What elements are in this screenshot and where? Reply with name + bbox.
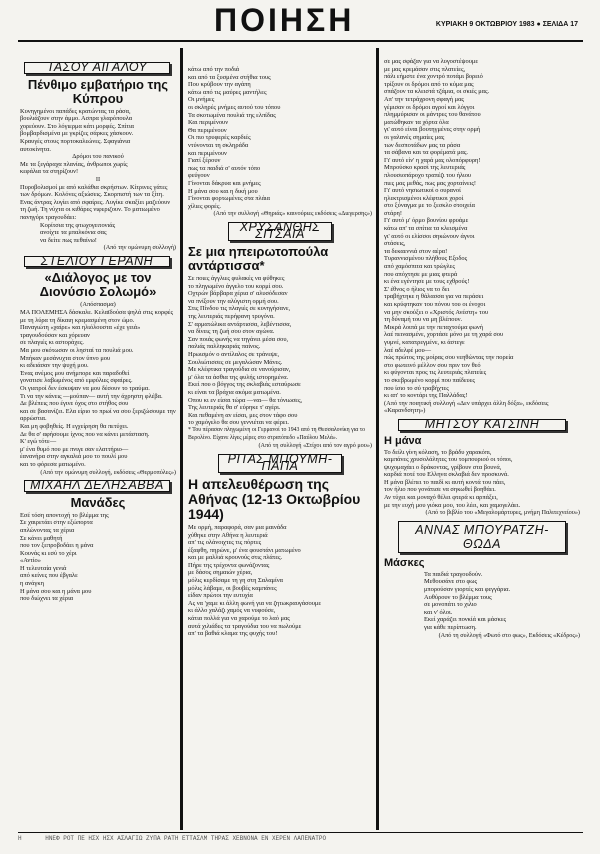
poem-line: και ν' όλοι.	[424, 608, 453, 616]
poem-line: είδαν πρώτοι την ευτυχία	[188, 592, 253, 600]
poem-line: Μικρά λοιπά με την πεταχτούμα φωνή	[384, 323, 484, 331]
poem-line: ματώθηκαν τα χόρτα όλα	[384, 118, 449, 126]
poem-line: Στις Πίνδου τις πλαγιές σε κυνηγήσανε,	[188, 305, 291, 313]
poem-line: γι' αυτό οι ελίσσοι σηκώνουν άγνοι	[384, 232, 475, 240]
date-line: ΚΥΡΙΑΚΗ 9 ΟΚΤΩΒΡΙΟΥ 1983 ● ΣΕΛΙΔΑ 17	[435, 21, 578, 28]
poem-line: Γιατί ξέρουν	[188, 157, 221, 165]
poem-body	[384, 58, 580, 415]
poem-credit: (Από την ομώνυμη συλλογή)	[103, 244, 176, 252]
poem-line: με τη λύρα τη δίκαιη κρεμασμένη στον ώμο.	[20, 316, 135, 324]
poem-line: (Από την ποιητική συλλογή «Δεν υπάρχει άλλη δόξα», εκδόσεις «Καρανδσητη»)	[384, 399, 549, 415]
poem-line: Κουνάς κι εσύ το χέρι	[20, 549, 77, 557]
poem-line: από χαμόσπιτα και τρώγλες	[384, 263, 455, 271]
poem-line: τον ήλιο που γονάτισε να σηκωθεί βοηθάει.	[384, 486, 496, 494]
poem-line: οι σκληρές μνήμες αυτού του τόπου	[188, 103, 281, 111]
column-1	[20, 58, 176, 830]
poem-line: Εκεί που ο βόγγος της σκλαβιάς εσταύρωσε	[188, 381, 301, 389]
poem-line: Με ορμή, παραφορά, σαν μια μαινάδα	[188, 523, 287, 531]
poem-line: τα δεκαεννιά στον αέρα!	[384, 247, 448, 255]
poem-line: το σκεβρωμένο κορμί που παίδευες	[384, 376, 475, 384]
poem-line: γέμισαν οι δρόμοι αγροί και λόγγοι	[384, 103, 475, 111]
column-rule-left	[180, 48, 183, 830]
column-2	[188, 66, 372, 830]
poem-line: Σαν ποιάς φωνής να τηγάνει μέσα σου,	[188, 335, 289, 343]
poem-line: στάρη!	[384, 209, 403, 217]
poem-line: να πνίξουν την αλύγιστη ορμή σου.	[188, 297, 279, 305]
poem-body	[384, 571, 580, 639]
poem-line: Μπήκαν μεσάνυχτα στον ύπνο μου	[20, 354, 111, 362]
author-byline: ΤΑΣΟΥ ΑΙΓΑΛΟΥ	[24, 62, 170, 74]
section-title: ΠΟΙΗΣΗ	[214, 2, 355, 38]
poem-title: Η μάνα	[384, 434, 422, 447]
poem-line: κι φύγονται προς τις λευτεριάς πλατείες	[384, 369, 487, 377]
poem-line: και το φόρεσα ματωμένο.	[20, 460, 86, 468]
poem-line: τραγουδούσαν και χόρευαν	[20, 331, 90, 339]
poem-line: κι αδειάσαν την ψυχή μου.	[20, 362, 89, 370]
poem-title: Μανάδες	[70, 494, 126, 510]
poem-line: σε πλαγιές κι αστοράχες.	[20, 339, 85, 347]
footer-rule	[18, 832, 583, 833]
poem-line: κι απ' το κοντάρι της Παλλάδας!	[384, 392, 468, 400]
poem-line: Δε θα σ' αφήσουμε ίχνος που να κάνει μετάσταση.	[20, 430, 150, 438]
poem-line: Πυροβολισμοί με από καλάθια σκρήστων. Κίτρινες γάτες των δρόμων. Κολόνες αξιώσεις. Σκορπιστή των τα ξίτη.	[20, 183, 168, 199]
poem-line: έξαφθη, πηρώνε, μ' ένα φουστάνι ματωμένο	[188, 546, 301, 554]
poem-line: που απόχτησε με μιας φτερά	[384, 270, 458, 278]
poem-line: Ας να 'χαμε κι άλλη φωνή για να ζητωκραυγάσουμε	[188, 599, 322, 607]
poem-line: Θα περιμένουν	[188, 126, 227, 134]
poem-line: Και περιμένουν	[188, 119, 229, 127]
author-byline: ΜΙΧΑΗΛ ΔΕΛΗΣΑΒΒΑ	[24, 480, 170, 492]
column-3	[384, 58, 580, 830]
poem-line: κι είναι τα βράχια ακόμα ματωμένα.	[188, 388, 281, 396]
author-byline: ΑΝΝΑΣ ΜΠΟΥΡΑΤΖΗ-ΘΩΔΑ	[398, 521, 566, 553]
poem-line: κεφάλια τα στηρίζουν!	[20, 168, 79, 176]
poem-line: Πήρε της τρέχοντα φωνάζοντας	[188, 561, 270, 569]
poem-line: (Απόσπασμα)	[80, 301, 116, 309]
poem-line: Η τελευταία γενιά	[20, 564, 67, 572]
masthead	[0, 0, 600, 42]
poem-line: Ηρωισμόν ο αντίλαλος σε τράνεψε,	[188, 351, 280, 358]
author-byline: ΧΡΥΣΑΝΘΗΣ ΣΙΤΣΑΙΑ	[228, 222, 332, 241]
poem-line: τη δύναμή του να μη βλέπουν.	[384, 316, 463, 324]
poem-line: ντύνονται τη σκληράδα	[188, 141, 249, 149]
poem-line: της λευτεριάς περήφανη τρυγόνα.	[188, 313, 275, 321]
poem-line: «Αντίο»	[20, 557, 41, 565]
poem-line: για κάθε περίπτωση.	[424, 624, 477, 631]
poem-line: Κυνηγημένοι παπάδες κρατώντας τα ράσα,	[20, 107, 131, 115]
poem-line: με δάσος σημαιών χέρια,	[188, 569, 253, 577]
poem-line: ψυχομαχάει ο δράκοντας, γρίβουν στα βουνά,	[384, 463, 502, 471]
poem-body	[20, 301, 176, 476]
poem-title: Σε μια ηπειρωτοπούλα αντάρτισσα*	[188, 244, 329, 274]
poem-line: Οπου κι εν είσαι τώρα —ναι— θα τόνιωσες,	[188, 396, 303, 404]
poem-line: Το δείλι γίνη κόλαση, το βράδυ χαρακόπι,	[384, 448, 492, 456]
poem-credit: (Από την ομώνυμη συλλογή, εκδόσεις «Θερμοπύλες»)	[40, 468, 176, 476]
poem-line: Σε ποιες άγγλιες φυλακές να φύθηκες	[188, 275, 285, 283]
poem-line: Απ' την τετράχρονη σφαγή μας	[384, 95, 464, 103]
poem-line: Οι πιο τρυφερές καρδιές	[188, 134, 251, 142]
poem-line: Εσέ τόση αποντοχή το βλέμμα της	[20, 511, 109, 519]
poem-line: Γίνονται φορτωμένες στα πλάια	[188, 195, 270, 203]
poem-line: σπάζουν τα κλειστά τζάμια, οι σκιές μας.	[384, 88, 490, 96]
poem-line: αυτά χιλιάδες τα τραγούδια του να πωλούμε	[188, 622, 302, 630]
footer-strip	[18, 835, 583, 845]
poem-line: χύθηκε στην Αθήνα η λευτεριά	[188, 531, 268, 539]
poem-body	[20, 512, 176, 603]
poem-body	[188, 275, 372, 450]
poem-line: μόλις λάβαμε, οι βουβές καμπάνες	[188, 584, 277, 592]
poem-line: τραβήχτηκε η θάλασσα για να περάσει	[384, 293, 484, 301]
poem-line: γονατισε λαβωμένος από εμφύλιες σφαίρες.	[20, 377, 133, 385]
poem-line: τρίξουν οι δρόμοι από το κύμα μας	[384, 80, 474, 88]
poem-line: μόλις κερδίσαμε τη γη στη Σαλαμίνα	[188, 577, 283, 585]
poem-line: που ίσιο το σύ τραβήχτες	[384, 384, 449, 392]
poem-line: απλώνοντας τα χέρια	[20, 526, 75, 534]
poem-line: λαέ αδελφέ μου—	[384, 346, 432, 354]
poem-line: πώς πρώτος της μοίρας σου νεηθώντας την πορεία	[384, 354, 514, 362]
poem-line: Τα σκοτωμένα πουλιά της ελπίδας	[188, 111, 276, 119]
poem-line: μπορούσαν γιορτές και φεγγάρια.	[424, 586, 511, 594]
poem-line: Η μάνα βλέπει το παιδί κι αυτή κοντά του πάει,	[384, 478, 506, 486]
poem-line: λαέ πεινασμένε, χορτάσε μόνο με τη χαρά σου	[384, 331, 504, 339]
poem-line: Με τα ξεγάραχα πλανίας, άνθρωποι χωρίς	[20, 160, 128, 168]
poem-title: Η απελευθέρωση της Αθήνας (12-13 Οκτωβρίου 1944)	[188, 475, 361, 522]
poem-line: γι' αυτό είναι βουτηγμένες στην ορμή	[384, 126, 481, 134]
poem-line: Που κρύβουν την αγάπη	[188, 81, 251, 89]
poem-line: αυτοκίνητα.	[20, 145, 51, 153]
poem-line: Κορίτσια της φτωχογειτονιάς	[40, 221, 116, 229]
poem-line: κάτω από την ποδιά	[188, 66, 240, 73]
poem-line: βομβαρδισμένα με γκρίζες σάρκες χάσκουν.	[20, 130, 134, 138]
poem-line: με μας κρεμάσαν στις πλατείες,	[384, 65, 466, 73]
poem-line: πιες μας μεθάς, πως μας χορταίνεις!	[384, 179, 477, 187]
poem-line: στάσεις,	[384, 240, 406, 248]
poem-line: βουλιάζουν στην άμμο. Ασπρα γλαρόπουλα	[20, 115, 133, 123]
poem-line: παλιάς παλληκαριάς παίνος.	[188, 343, 261, 351]
poem-line: ΜΑ ΠΟΛΕΜΗΣΑ δάσκαλε. Κελαϊδούσα ψηλά στις κορφές	[20, 309, 174, 317]
poem-line: κάτω απ' τα σπίτια τα κλεισμένα	[384, 225, 468, 233]
poem-line: Σ' αρματώλικα αντάρτισσα, λεβέντισσα,	[188, 320, 292, 328]
poem-title: Πένθιμο εμβατήριο της Κύπρου	[27, 76, 169, 106]
poem-line: και περιμένουν	[188, 149, 227, 157]
poem-line: των δεσποτάδων μας τα ράσα	[384, 141, 461, 149]
poem-line: Γι' αυτό νησιωτικοί ο ουρανοί	[384, 187, 461, 195]
poem-credit: (Από τη συλλογή «Στίχοι από τον αγρό μου»)	[258, 442, 372, 450]
poem-line: η ανάγκη	[20, 580, 44, 588]
poem-line: Σε κάνει μαθητή	[20, 534, 63, 542]
poem-title: Μάσκες	[384, 556, 425, 569]
poem-line: κάτια πολλά για να χαρούμε το λαό μας	[188, 615, 290, 623]
poem-line: Οχτρών βάρβαρα χέρια σ' αλυσόδεσαν	[188, 290, 288, 298]
poem-line: Και μη φοβηθείς. Η εγχείρηση θα πετύχει.	[20, 422, 129, 430]
poem-line: Αν τύχει και μοναχό θέλει φτερά κι αρπάξει,	[384, 494, 498, 502]
poem-line: κάτω από τις μαύρες μαντήλες	[188, 88, 267, 96]
poem-credit: (Από το βιβλίο του «Μεγαλομάρτυρες, μνήμη Παλιτεχνείου»)	[425, 509, 580, 517]
poem-line: και με μαλλιά κρουνούς στις πλάτες.	[188, 554, 283, 562]
poem-line: που διώχνει τα χέρια	[20, 595, 74, 603]
poem-line: κι άλλο χαλάζι χαμός να νυφούσε,	[188, 607, 276, 615]
poem-body	[384, 449, 580, 517]
poem-line: Αυθύρουν το βλέμμα τους	[424, 593, 492, 601]
poem-line: μ' όλα τα άσθια της φυλής ιστορημένα.	[188, 373, 289, 381]
footer-noise: ΗΝΕΦ ΡΟΤ ΠΕ ΗΣΧ ΗΣΧ ΑΣΛΑΓΙΩ ΖΥΠΑ ΡΑΤΗ ΕΤΤΑΣΛΜ ΤΗΡΑΣ ΧΕΒΝΟΝΑ ΕΝ ΧΕΡΕΝ ΛΑΠΕΝΑΤΡΟ	[45, 835, 327, 842]
author-byline: ΜΗΤΣΟΥ ΚΑΤΣΙΝΗ	[398, 419, 566, 431]
poem-line: Και πεθαμένη αν είσαι, μες στον τάφο σου	[188, 411, 298, 419]
poem-line: έανανήρα στην αγκαλιά μου το πουλί μου	[20, 453, 128, 461]
column-rule-right	[376, 48, 379, 830]
poem-line: πλουσιοπάροχο τραπέζι του ήλιου	[384, 171, 472, 179]
poem-line: Σ' έθνος ο ήλιος να το δει	[384, 285, 450, 293]
poem-line: Οι γιατροί δεν έσκυψαν να μου δέσουν το τραύμα.	[20, 385, 150, 392]
poem-line: ανοίχτε τα μπαλκόνια σας	[40, 229, 107, 237]
poem-line: πλημμύρισαν οι μάντρες του θανάτου	[384, 111, 481, 119]
poem-line: Γι' αυτό μ' όρμο βουνίου φρυάμε	[384, 217, 469, 225]
author-byline: ΡΙΤΑΣ ΜΠΟΥΜΗ-ΠΑΠΑ	[218, 454, 342, 473]
poem-body	[188, 524, 372, 638]
poem-line: καμπάνες χρυσολάλητες του τομπουριού οι τόποι,	[384, 456, 513, 464]
poem-line: Η μάνα σου και η δική μου	[188, 187, 258, 195]
poem-line: Μπρούσκο κρασί της λευτεριάς	[384, 164, 466, 172]
poem-line: χίλιες φορές.	[188, 202, 221, 210]
poem-line: Κραυγές στους πορτοκαλεώνες. Σφαγιάνια	[20, 137, 131, 145]
poem-line: II	[95, 175, 101, 183]
poem-line: και κρύφτηκαν του πόνου του οι ένοχοι	[384, 301, 486, 308]
poem-line: κι ένα εγέντησε με τους εχθρούς!	[384, 278, 470, 286]
poem-line: να μην σκούξει ο «Χριστός Ανέστη» του	[384, 308, 489, 316]
author-byline: ΣΤΕΛΙΟΥ ΓΕΡΑΝΗ	[24, 256, 170, 268]
poem-body	[20, 108, 176, 252]
poem-line: οι γαλανές σημαίες μας	[384, 133, 445, 141]
poem-line: να δίνεις τη ζωή σου στον αγώνα.	[188, 328, 275, 336]
poem-body	[188, 66, 372, 218]
page-marker: Η	[18, 835, 22, 842]
poem-line: απ' τις ολάνοιχτες τις πόρτες	[188, 539, 262, 547]
poem-line: φεύγουν	[188, 172, 210, 180]
poem-footnote: * Του πέρασαν πληγωμένη οι Γερμανοί το 1943 από τη Θεσσαλονίκη για το Βερολίνο. Είχανε λίγες μέρες στο στρατόπεδο «Παύλου Μελά».	[188, 426, 365, 441]
poem-line: που τον ξεπροβοδάει η μάνα	[20, 542, 94, 550]
poem-line: πάλι εήμστε ένα χοντρό ποτάμι βορειό	[384, 73, 483, 81]
poem-line: Σε χαιρετάει στην εξώπορτα	[20, 519, 93, 527]
poem-line: σε μονοπάτι το χιλιο	[424, 601, 477, 609]
poem-line: ηλεκτρισμένοι κλέφτικοι χοροί	[384, 194, 464, 202]
poem-line: Δρόμοι του πανικού	[72, 153, 124, 161]
poem-line: τα σάβανα και τα φορέματά μας.	[384, 149, 469, 157]
poem-line: στο ξύναγμα με το ξεσκλο στοιχεία	[384, 202, 475, 210]
poem-line: καρδιά ποτέ του Ελληνα σκλαβιά δεν προσκυνά.	[384, 471, 509, 479]
poem-line: Κ' εγώ τότε—	[20, 438, 57, 446]
poem-line: Με κλέφτικα τραγούδια σε νανούρισαν,	[188, 366, 291, 374]
poem-line: Μεθουσάνε στο φως	[424, 578, 477, 586]
poem-credit: (Από την συλλογή «Θηριάς» καινούριες εκδόσεις «Διεγερσης»)	[213, 210, 372, 218]
poem-line: Ένας ανέμος μου ανήμπορε και παραδοθεί	[20, 369, 130, 377]
poem-credit: (Από τη συλλογή «Φωτό στο φως», Εκδόσεις «Κέδρος»)	[438, 631, 580, 639]
poem-line: με την ευχή μου γιόκα μου, του λέει, και χαμογελάει.	[384, 501, 521, 509]
poem-title: «Διάλογος με τον Διονύσιο Σολωμό»	[39, 270, 157, 300]
poem-line: Γι' αυτό είν' η χαρά μας ολοπόρφυρη!	[384, 156, 481, 164]
poem-line: Παναγιώτη «χαίρε» και ηλιόλουστα «έχε γειά»	[20, 324, 141, 332]
poem-line: Μα μου σκότωσαν οι λησταί τα πουλιά μου.	[20, 347, 134, 355]
poem-line: σε μας σφάζαν για να λυγοστέψουμε	[384, 58, 479, 65]
poem-line: και σε βασανίζει. Ελα είριο το πρωί να σου ξεριζώσουμε την αρρώστια.	[20, 407, 176, 423]
poem-line: μ' ένα θυμό που με πνιγε σαν ελαττήριο—	[20, 445, 129, 453]
poem-line: και από τα ξυσμένα στήθια τους	[188, 73, 271, 81]
poem-line: Σουλιώτισσες σε μεγαλώσαν Μάνες.	[188, 358, 283, 366]
poem-line: το πληγωμένο άγγελο του κορμί σου.	[188, 282, 284, 290]
poem-line: Ενας άντρας λυγίει από σφαίρες. Λυγίκε σκαξίει μαζεύουν τη ζωή. Τη νύχτα οι κιθάρες νιφεριζουν. Το ματιωμένο πανηγύρι τραγουδάει:	[20, 198, 171, 221]
header-rule	[18, 40, 583, 42]
poem-line: Τι να την κάνεις —μούπαν— αυτή την άχρηστη φλέβα.	[20, 392, 163, 400]
poem-line: πως τα παιδιά σ' αυτόν τόπο	[188, 164, 261, 172]
poem-line: να δείτε πως πεθαίνω!	[40, 236, 97, 244]
poem-line: απ' τα βαθιά κλαμα της φυχής του!	[188, 630, 278, 638]
poem-line: χορεύουν. Στο λόγιερμα κάτι μορφές. Σπίτια	[20, 122, 135, 130]
poem-line: Δε βλέπεις που έγινε όχος στο στήθος σου	[20, 400, 129, 408]
poem-line: Τα παιδιά τραγουδούν.	[424, 570, 483, 578]
poem-line: το χαμόγελο θα σου γεννιέται να φέρει.	[188, 419, 289, 427]
poem-line: Η μάνα σου και η μάνα μου	[20, 587, 92, 595]
poem-line: Οι μνήμες	[188, 96, 215, 104]
poem-line: Τυραννισμένου πλήθους Εξοδος	[384, 255, 468, 263]
poem-line: από κείνες που έβγαλε	[20, 572, 78, 580]
poem-line: στο φωτεινό μέλλον σου πριν τον θεό	[384, 361, 481, 369]
poem-line: Της λευτεριάς θα σ' εύρηκε τ' αγέρι.	[188, 404, 281, 412]
poem-line: Γίνονται δάκρυα και μνήμες	[188, 179, 261, 187]
poem-line: Εκεί χαράζει πονκίά και μάσκες	[424, 616, 507, 624]
poem-line: γυμνέ, κατατρεγμένε, κι άστεγε	[384, 338, 465, 346]
